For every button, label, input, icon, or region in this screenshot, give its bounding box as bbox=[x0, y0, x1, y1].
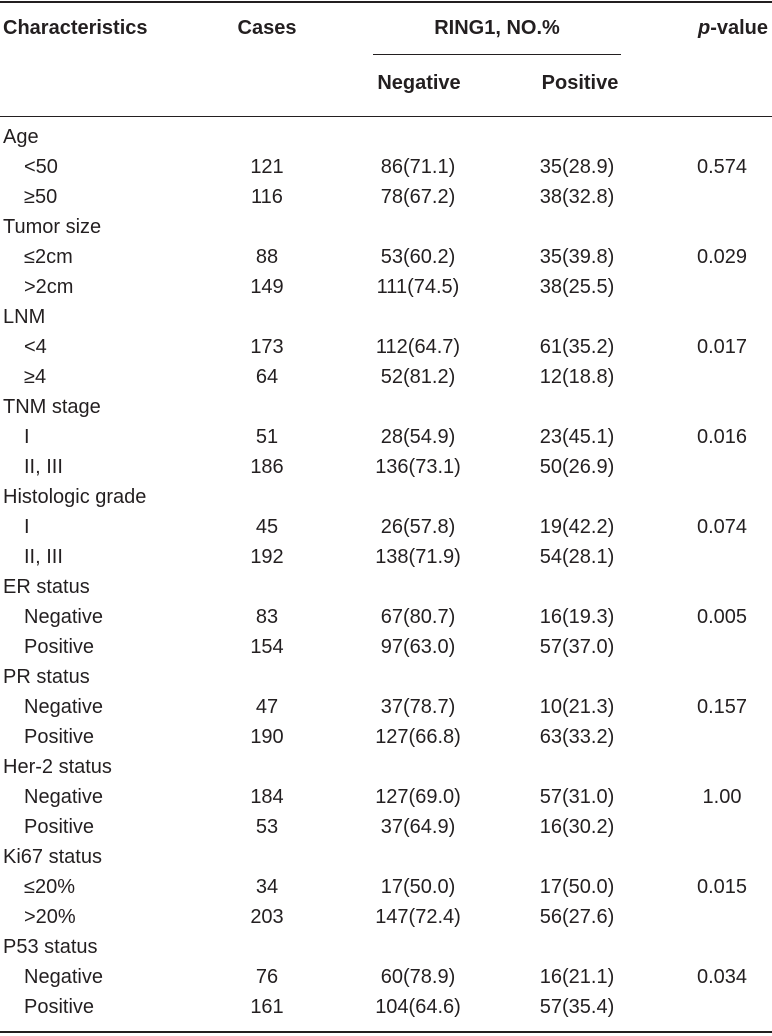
header-p-italic: p bbox=[697, 17, 711, 39]
row-label: Histologic grade bbox=[3, 486, 147, 508]
p-value-cell: 0.574 bbox=[696, 156, 748, 178]
row-label: I bbox=[24, 426, 30, 448]
row-label: ≤2cm bbox=[24, 246, 73, 268]
table-row bbox=[0, 272, 772, 302]
row-label: <50 bbox=[24, 156, 58, 178]
positive-cell: 63(33.2) bbox=[539, 726, 615, 748]
group-row bbox=[0, 302, 772, 332]
positive-cell: 16(30.2) bbox=[539, 816, 615, 838]
cases-cell: 64 bbox=[255, 366, 279, 388]
row-label: Positive bbox=[24, 996, 95, 1018]
p-value-cell: 0.005 bbox=[696, 606, 748, 628]
row-label: ER status bbox=[3, 576, 90, 598]
cases-cell: 161 bbox=[250, 996, 284, 1018]
positive-cell: 10(21.3) bbox=[539, 696, 615, 718]
p-value-cell: 0.034 bbox=[696, 966, 748, 988]
cases-cell: 45 bbox=[255, 516, 279, 538]
header-p-value bbox=[698, 16, 768, 40]
header-bottom-rule bbox=[0, 116, 772, 117]
cases-cell: 83 bbox=[255, 606, 279, 628]
p-value-cell: 0.016 bbox=[696, 426, 748, 448]
negative-cell: 104(64.6) bbox=[375, 996, 461, 1018]
row-label: >20% bbox=[24, 906, 76, 928]
row-label: Negative bbox=[24, 786, 103, 808]
row-label: TNM stage bbox=[3, 396, 101, 418]
group-row bbox=[0, 932, 772, 962]
table-row bbox=[0, 152, 772, 182]
p-value-cell: 0.157 bbox=[696, 696, 748, 718]
cases-cell: 203 bbox=[250, 906, 284, 928]
row-label: ≤20% bbox=[24, 876, 76, 898]
table-row bbox=[0, 692, 772, 722]
p-value-cell: 0.029 bbox=[696, 246, 748, 268]
positive-cell: 61(35.2) bbox=[539, 336, 615, 358]
cases-cell: 116 bbox=[251, 186, 283, 208]
p-value-cell: 0.017 bbox=[696, 336, 748, 358]
row-label: >2cm bbox=[24, 276, 74, 298]
negative-cell: 78(67.2) bbox=[380, 186, 456, 208]
cases-cell: 173 bbox=[250, 336, 284, 358]
positive-cell: 35(28.9) bbox=[539, 156, 615, 178]
positive-cell: 56(27.6) bbox=[539, 906, 615, 928]
negative-cell: 97(63.0) bbox=[380, 636, 456, 658]
negative-cell: 67(80.7) bbox=[380, 606, 456, 628]
negative-cell: 53(60.2) bbox=[380, 246, 456, 268]
cases-cell: 47 bbox=[255, 696, 279, 718]
positive-cell: 12(18.8) bbox=[539, 366, 615, 388]
row-label: I bbox=[24, 516, 30, 538]
row-label: ≥4 bbox=[24, 366, 47, 388]
header-p-rest: -value bbox=[710, 17, 768, 39]
group-row bbox=[0, 392, 772, 422]
header-ring1-group: RING1, NO.% bbox=[434, 17, 560, 39]
row-label: II, III bbox=[24, 456, 63, 478]
negative-cell: 28(54.9) bbox=[380, 426, 456, 448]
negative-cell: 136(73.1) bbox=[375, 456, 461, 478]
negative-cell: 26(57.8) bbox=[380, 516, 456, 538]
table-row bbox=[0, 362, 772, 392]
group-row bbox=[0, 482, 772, 512]
negative-cell: 138(71.9) bbox=[375, 546, 461, 568]
header-group-underline bbox=[373, 54, 621, 55]
negative-cell: 52(81.2) bbox=[380, 366, 456, 388]
row-label: Negative bbox=[24, 606, 103, 628]
table-top-rule bbox=[0, 1, 772, 3]
p-value-cell: 0.015 bbox=[696, 876, 748, 898]
row-label: ≥50 bbox=[24, 186, 58, 208]
negative-cell: 17(50.0) bbox=[380, 876, 456, 898]
group-row bbox=[0, 212, 772, 242]
header-cases: Cases bbox=[237, 17, 297, 39]
header-positive: Positive bbox=[541, 72, 619, 94]
p-value-cell: 0.074 bbox=[696, 516, 748, 538]
cases-cell: 53 bbox=[255, 816, 279, 838]
group-row bbox=[0, 662, 772, 692]
cases-cell: 34 bbox=[255, 876, 279, 898]
row-label: Positive bbox=[24, 636, 95, 658]
group-row bbox=[0, 752, 772, 782]
table-row bbox=[0, 422, 772, 452]
positive-cell: 19(42.2) bbox=[539, 516, 615, 538]
table-row bbox=[0, 242, 772, 272]
row-label: Tumor size bbox=[3, 216, 102, 238]
row-label: Positive bbox=[24, 726, 95, 748]
group-row bbox=[0, 122, 772, 152]
header-characteristics: Characteristics bbox=[3, 17, 148, 39]
negative-cell: 37(64.9) bbox=[380, 816, 456, 838]
positive-cell: 16(19.3) bbox=[539, 606, 615, 628]
group-row bbox=[0, 842, 772, 872]
negative-cell: 147(72.4) bbox=[375, 906, 461, 928]
cases-cell: 149 bbox=[250, 276, 284, 298]
positive-cell: 38(25.5) bbox=[539, 276, 615, 298]
row-label: Age bbox=[3, 126, 39, 148]
cases-cell: 192 bbox=[250, 546, 284, 568]
positive-cell: 38(32.8) bbox=[539, 186, 615, 208]
table-row bbox=[0, 782, 772, 812]
cases-cell: 186 bbox=[250, 456, 284, 478]
negative-cell: 60(78.9) bbox=[380, 966, 456, 988]
cases-cell: 184 bbox=[250, 786, 284, 808]
row-label: PR status bbox=[3, 666, 90, 688]
table-row bbox=[0, 722, 772, 752]
cases-cell: 88 bbox=[255, 246, 279, 268]
row-label: Ki67 status bbox=[3, 846, 102, 868]
p-value-cell: 1.00 bbox=[702, 786, 742, 808]
table-row bbox=[0, 512, 772, 542]
table-row bbox=[0, 632, 772, 662]
positive-cell: 57(37.0) bbox=[539, 636, 615, 658]
row-label: II, III bbox=[24, 546, 63, 568]
row-label: P53 status bbox=[3, 936, 98, 958]
positive-cell: 57(35.4) bbox=[539, 996, 615, 1018]
group-row bbox=[0, 572, 772, 602]
cases-cell: 51 bbox=[255, 426, 279, 448]
table-row bbox=[0, 962, 772, 992]
row-label: Positive bbox=[24, 816, 95, 838]
table-row bbox=[0, 602, 772, 632]
negative-cell: 127(69.0) bbox=[375, 786, 461, 808]
positive-cell: 50(26.9) bbox=[539, 456, 615, 478]
cases-cell: 190 bbox=[250, 726, 284, 748]
cases-cell: 121 bbox=[250, 156, 284, 178]
table-row bbox=[0, 872, 772, 902]
table-bottom-rule bbox=[0, 1031, 772, 1033]
negative-cell: 112(64.7) bbox=[375, 336, 461, 358]
negative-cell: 127(66.8) bbox=[375, 726, 461, 748]
table-row bbox=[0, 182, 772, 212]
table-row bbox=[0, 452, 772, 482]
positive-cell: 57(31.0) bbox=[539, 786, 615, 808]
positive-cell: 23(45.1) bbox=[539, 426, 615, 448]
table-row bbox=[0, 332, 772, 362]
negative-cell: 86(71.1) bbox=[380, 156, 456, 178]
row-label: Negative bbox=[24, 696, 103, 718]
positive-cell: 17(50.0) bbox=[539, 876, 615, 898]
table-body bbox=[0, 122, 772, 1022]
negative-cell: 37(78.7) bbox=[380, 696, 456, 718]
row-label: Negative bbox=[24, 966, 103, 988]
cases-cell: 76 bbox=[255, 966, 279, 988]
row-label: Her-2 status bbox=[3, 756, 112, 778]
table-row bbox=[0, 992, 772, 1022]
positive-cell: 54(28.1) bbox=[539, 546, 615, 568]
positive-cell: 16(21.1) bbox=[539, 966, 615, 988]
row-label: <4 bbox=[24, 336, 47, 358]
table-row bbox=[0, 542, 772, 572]
row-label: LNM bbox=[3, 306, 46, 328]
negative-cell: 111(74.5) bbox=[376, 276, 460, 298]
table-row bbox=[0, 812, 772, 842]
table-row bbox=[0, 902, 772, 932]
cases-cell: 154 bbox=[250, 636, 284, 658]
header-negative: Negative bbox=[377, 72, 461, 94]
positive-cell: 35(39.8) bbox=[539, 246, 615, 268]
